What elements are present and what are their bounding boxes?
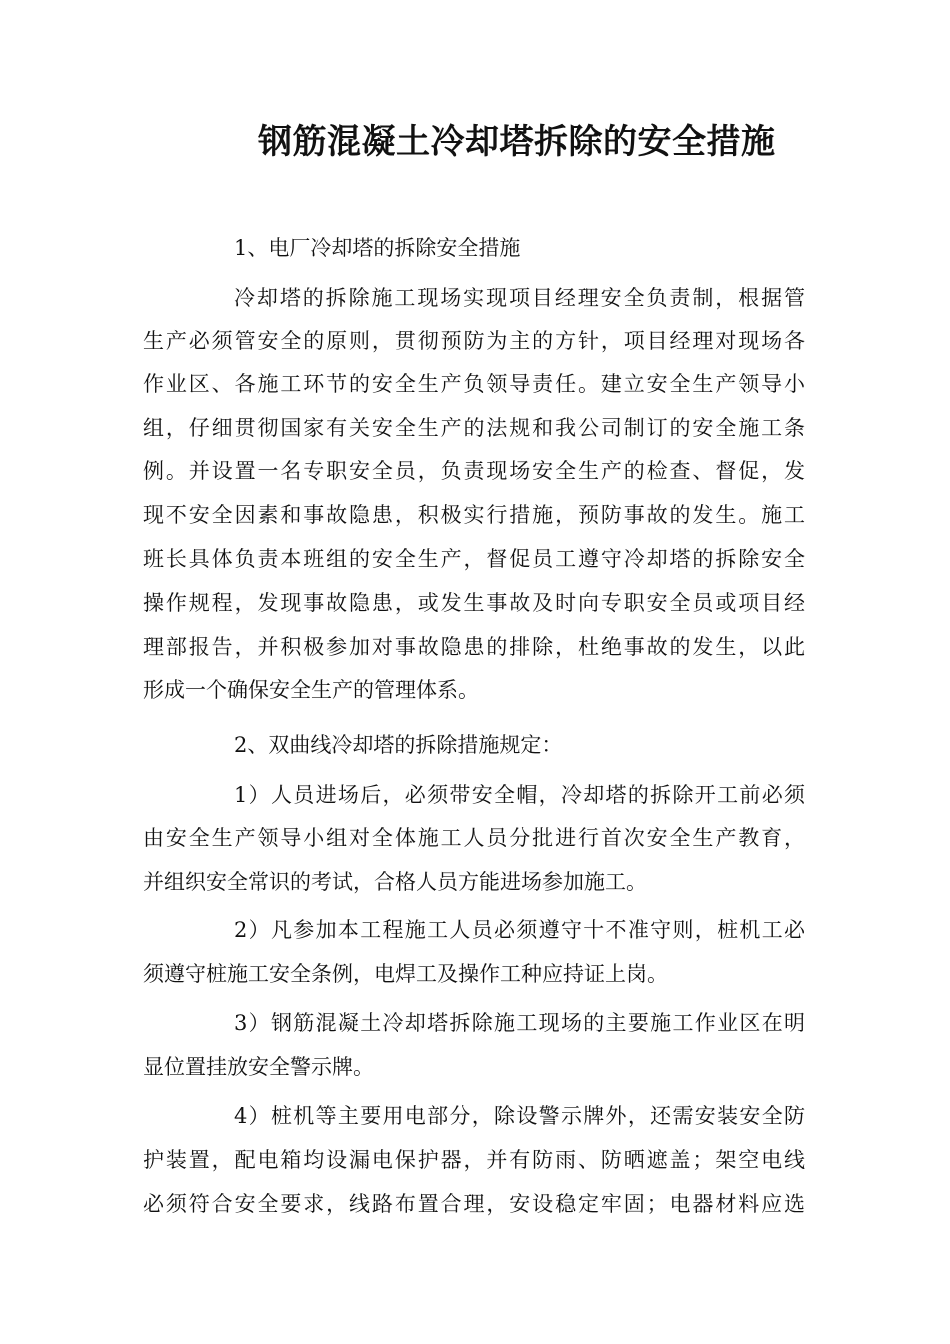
paragraph-line: 组，仔细贯彻国家有关安全生产的法规和我公司制订的安全施工条 (143, 416, 805, 440)
list-item-line: 须遵守桩施工安全条例，电焊工及操作工种应持证上岗。 (143, 962, 668, 986)
paragraph-line: 作业区、各施工环节的安全生产负领导责任。建立安全生产领导小 (143, 372, 805, 396)
paragraph-line: 现不安全因素和事故隐患，积极实行措施，预防事故的发生。施工 (143, 503, 805, 527)
list-item-line: 3）钢筋混凝土冷却塔拆除施工现场的主要施工作业区在明 (234, 1011, 805, 1035)
paragraph-line: 班长具体负责本班组的安全生产，督促员工遵守冷却塔的拆除安全 (143, 547, 805, 571)
paragraph-line: 例。并设置一名专职安全员，负责现场安全生产的检查、督促，发 (143, 459, 805, 483)
section-heading-2: 2、双曲线冷却塔的拆除措施规定： (234, 733, 563, 757)
paragraph-line: 操作规程，发现事故隐患，或发生事故及时向专职安全员或项目经 (143, 591, 805, 615)
list-item-line: 显位置挂放安全警示牌。 (143, 1055, 374, 1079)
list-item-line: 必须符合安全要求，线路布置合理，安设稳定牢固；电器材料应选 (143, 1192, 805, 1216)
list-item-line: 护装置，配电箱均设漏电保护器，并有防雨、防晒遮盖；架空电线 (143, 1148, 805, 1172)
paragraph-line: 理部报告，并积极参加对事故隐患的排除，杜绝事故的发生，以此 (143, 635, 805, 659)
section-heading-1: 1、电厂冷却塔的拆除安全措施 (234, 236, 521, 260)
list-item-line: 1）人员进场后，必须带安全帽，冷却塔的拆除开工前必须 (234, 783, 805, 807)
paragraph-line: 生产必须管安全的原则，贯彻预防为主的方针，项目经理对现场各 (143, 329, 805, 353)
list-item-line: 并组织安全常识的考试，合格人员方能进场参加施工。 (143, 870, 647, 894)
paragraph-line: 冷却塔的拆除施工现场实现项目经理安全负责制，根据管 (234, 286, 805, 310)
list-item-line: 4）桩机等主要用电部分，除设警示牌外，还需安装安全防 (234, 1104, 805, 1128)
document-title: 钢筋混凝土冷却塔拆除的安全措施 (258, 122, 776, 162)
list-item-line: 由安全生产领导小组对全体施工人员分批进行首次安全生产教育， (143, 826, 805, 850)
paragraph-line: 形成一个确保安全生产的管理体系。 (143, 678, 479, 702)
list-item-line: 2）凡参加本工程施工人员必须遵守十不准守则，桩机工必 (234, 918, 805, 942)
